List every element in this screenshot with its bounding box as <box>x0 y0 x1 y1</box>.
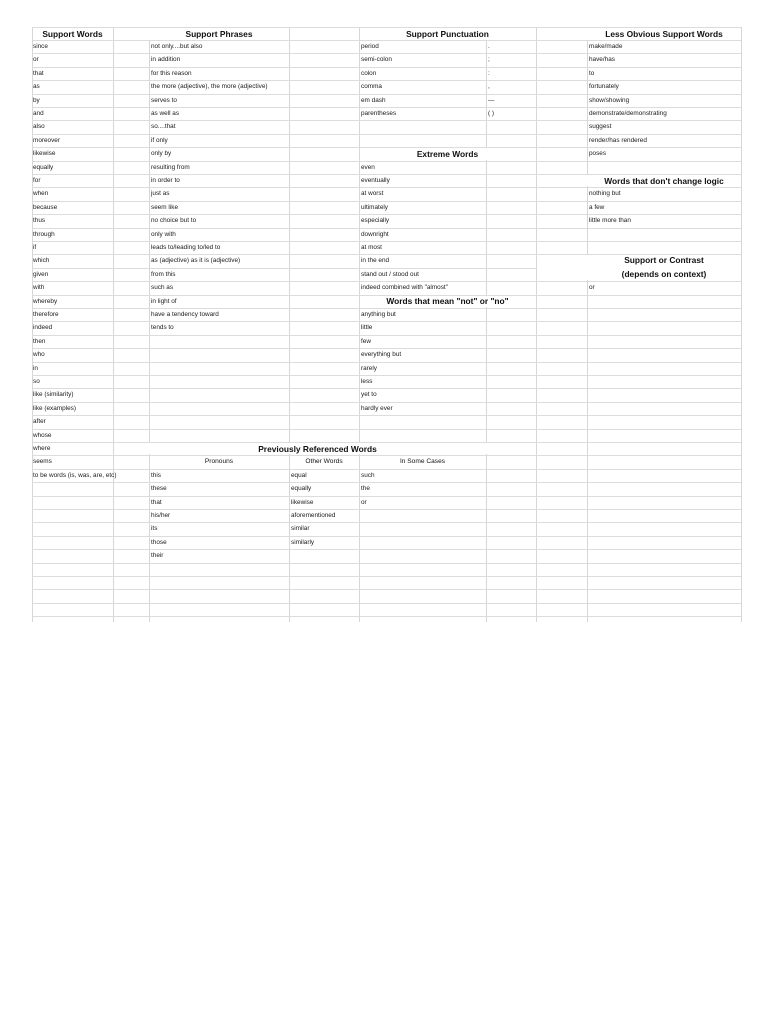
less-obvious-word-cell: have/has <box>589 56 615 64</box>
subheader-pronouns: Pronouns <box>204 458 234 466</box>
in-some-cases-cell: such <box>361 471 375 479</box>
other-word-cell: likewise <box>291 498 314 506</box>
row-divider <box>32 522 741 523</box>
support-phrase-cell: such as <box>151 284 174 292</box>
support-phrase-cell: in addition <box>151 56 181 64</box>
column-divider <box>359 27 360 622</box>
support-word-cell: therefore <box>33 311 59 318</box>
extreme-word-cell: ultimately <box>361 203 388 211</box>
header-extreme-words: Extreme Words <box>416 149 479 160</box>
punctuation-name-cell: parentheses <box>361 110 397 117</box>
less-obvious-word-cell: demonstrate/demonstrating <box>589 110 667 117</box>
support-word-cell: as <box>33 83 40 91</box>
punctuation-name-cell: colon <box>361 69 377 77</box>
support-word-cell: with <box>33 284 45 292</box>
support-phrase-cell: as well as <box>151 110 180 117</box>
support-word-cell: for <box>33 177 41 184</box>
row-divider <box>32 134 741 135</box>
support-word-cell: then <box>33 337 46 345</box>
row-divider <box>32 241 741 242</box>
support-phrase-cell: serves to <box>151 96 177 104</box>
extreme-word-cell: even <box>361 163 375 171</box>
row-divider <box>32 321 741 322</box>
row-divider <box>32 496 741 497</box>
column-divider <box>149 27 150 622</box>
row-divider <box>32 40 741 41</box>
row-divider <box>32 616 741 617</box>
support-word-cell: thus <box>33 217 46 225</box>
less-obvious-word-cell: to <box>589 69 595 77</box>
header-support-phrases: Support Phrases <box>185 29 253 39</box>
less-obvious-word-cell: fortunately <box>589 83 619 91</box>
header-support-words: Support Words <box>42 29 103 39</box>
extreme-word-cell: at most <box>361 244 382 251</box>
header-support-or-contrast: Support or Contrast <box>624 255 704 266</box>
punctuation-mark-cell: — <box>488 96 495 104</box>
support-phrase-cell: from this <box>151 270 176 278</box>
support-phrase-cell: not only....but also <box>151 43 203 50</box>
support-word-cell: and <box>33 110 44 117</box>
no-change-word-cell: a few <box>589 203 605 211</box>
support-phrase-cell: the more (adjective), the more (adjective) <box>151 83 268 91</box>
header-words-no-change-logic: Words that don't change logic <box>604 176 724 186</box>
support-phrase-cell: just as <box>151 190 170 198</box>
support-word-cell: in <box>33 364 38 372</box>
support-phrase-cell: tends to <box>151 324 174 332</box>
support-word-cell: where <box>33 445 51 452</box>
row-divider <box>32 94 741 95</box>
row-divider <box>32 80 741 81</box>
punctuation-mark-cell: , <box>488 83 490 91</box>
support-or-contrast-word-cell: or <box>589 284 595 292</box>
pronoun-cell: these <box>151 485 167 493</box>
row-divider <box>32 469 741 470</box>
punctuation-mark-cell: ; <box>488 56 490 64</box>
extreme-word-cell: indeed combined with "almost" <box>361 284 448 292</box>
row-divider <box>32 536 741 537</box>
header-support-punctuation: Support Punctuation <box>406 29 489 39</box>
in-some-cases-cell: or <box>361 498 367 506</box>
support-phrase-cell: seem like <box>151 203 178 211</box>
support-word-cell: given <box>33 270 49 278</box>
support-word-cell: moreover <box>33 136 60 144</box>
not-no-word-cell: yet to <box>361 391 377 399</box>
pronoun-cell: its <box>151 525 158 533</box>
row-divider <box>32 107 741 108</box>
pronoun-cell: those <box>151 538 167 546</box>
extreme-word-cell: at worst <box>361 190 384 198</box>
header-depends-on-context: (depends on context) <box>621 268 707 279</box>
support-word-cell: which <box>33 257 50 265</box>
less-obvious-word-cell: poses <box>589 150 607 158</box>
support-phrase-cell: have a tendency toward <box>151 311 219 318</box>
pronoun-cell: their <box>151 552 164 560</box>
support-word-cell: likewise <box>33 150 56 158</box>
row-divider <box>32 563 741 564</box>
extreme-word-cell: eventually <box>361 177 390 184</box>
support-phrase-cell: for this reason <box>151 69 192 77</box>
other-word-cell: equally <box>291 485 312 493</box>
support-word-cell: or <box>33 56 39 64</box>
support-word-cell: whereby <box>33 297 58 305</box>
support-word-cell: seems <box>33 458 52 466</box>
punctuation-mark-cell: : <box>488 69 490 77</box>
punctuation-mark-cell: ( ) <box>488 110 495 117</box>
support-phrase-cell: leads to/leading to/led to <box>151 244 221 251</box>
header-less-obvious-support-words: Less Obvious Support Words <box>605 29 723 39</box>
support-word-cell: indeed <box>33 324 53 332</box>
column-divider <box>741 27 742 622</box>
support-word-cell: when <box>33 190 49 198</box>
not-no-word-cell: everything but <box>361 351 402 359</box>
support-phrase-cell: resulting from <box>151 163 190 171</box>
support-word-cell: to be words (is, was, are, etc) <box>33 471 117 479</box>
other-word-cell: aforementioned <box>291 512 336 519</box>
row-divider <box>32 228 741 229</box>
support-word-cell: through <box>33 230 55 238</box>
support-word-cell: like (similarity) <box>33 391 74 399</box>
row-divider <box>32 120 741 121</box>
row-divider <box>32 348 741 349</box>
column-divider <box>289 27 290 622</box>
punctuation-name-cell: comma <box>361 83 382 91</box>
support-phrase-cell: in light of <box>151 297 177 305</box>
extreme-word-cell: downright <box>361 230 389 238</box>
no-change-word-cell: nothing but <box>589 190 621 198</box>
row-divider <box>32 375 741 376</box>
less-obvious-word-cell: show/showing <box>589 96 630 104</box>
support-word-cell: also <box>33 123 45 131</box>
support-word-cell: since <box>33 43 48 50</box>
row-divider <box>32 429 741 430</box>
support-word-cell: so <box>33 378 40 385</box>
row-divider <box>32 388 741 389</box>
support-word-cell: who <box>33 351 45 359</box>
support-phrase-cell: so....that <box>151 123 176 131</box>
column-divider <box>536 27 537 622</box>
subheader-other-words: Other Words <box>305 458 343 466</box>
support-word-cell: equally <box>33 163 54 171</box>
support-word-cell: whose <box>33 431 52 439</box>
less-obvious-word-cell: suggest <box>589 123 612 131</box>
support-phrase-cell: as (adjective) as it is (adjective) <box>151 257 241 265</box>
other-word-cell: similar <box>291 525 310 533</box>
row-divider <box>32 187 741 188</box>
row-divider <box>32 482 741 483</box>
row-divider <box>32 509 741 510</box>
row-divider <box>32 603 741 604</box>
punctuation-name-cell: period <box>361 43 379 50</box>
row-divider <box>32 335 741 336</box>
punctuation-name-cell: semi-colon <box>361 56 392 64</box>
support-word-cell: that <box>33 69 44 77</box>
row-divider <box>32 402 741 403</box>
not-no-word-cell: anything but <box>361 311 396 318</box>
support-word-cell: if <box>33 244 37 251</box>
column-divider <box>587 27 588 622</box>
column-divider <box>113 27 114 622</box>
spreadsheet-grid <box>32 27 741 622</box>
header-previously-referenced-words: Previously Referenced Words <box>258 444 377 454</box>
support-phrase-cell: only with <box>151 230 176 238</box>
support-word-cell: by <box>33 96 40 104</box>
support-word-cell: because <box>33 203 58 211</box>
punctuation-name-cell: em dash <box>361 96 386 104</box>
column-divider <box>486 27 487 622</box>
pronoun-cell: that <box>151 498 162 506</box>
row-divider <box>32 576 741 577</box>
other-word-cell: similarly <box>291 538 315 546</box>
row-divider <box>32 455 741 456</box>
pronoun-cell: this <box>151 471 161 479</box>
subheader-in-some-cases: In Some Cases <box>399 458 446 466</box>
row-divider <box>32 201 741 202</box>
support-phrase-cell: if only <box>151 136 168 144</box>
support-phrase-cell: no choice but to <box>151 217 197 225</box>
row-divider <box>32 362 741 363</box>
header-not-or-no-words: Words that mean "not" or "no" <box>386 295 509 306</box>
row-divider <box>32 308 741 309</box>
not-no-word-cell: hardly ever <box>361 404 393 412</box>
row-divider <box>32 589 741 590</box>
support-word-cell: after <box>33 418 46 426</box>
not-no-word-cell: few <box>361 337 371 345</box>
not-no-word-cell: rarely <box>361 364 377 372</box>
row-divider <box>32 67 741 68</box>
not-no-word-cell: little <box>361 324 373 332</box>
in-some-cases-cell: the <box>361 485 370 493</box>
row-divider <box>32 549 741 550</box>
row-divider <box>32 161 741 162</box>
support-phrase-cell: in order to <box>151 177 180 184</box>
pronoun-cell: his/her <box>151 512 171 519</box>
less-obvious-word-cell: render/has rendered <box>589 136 647 144</box>
row-divider <box>32 415 741 416</box>
other-word-cell: equal <box>291 471 307 479</box>
no-change-word-cell: little more than <box>589 217 631 225</box>
extreme-word-cell: in the end <box>361 257 390 265</box>
punctuation-mark-cell: . <box>488 43 490 50</box>
row-divider <box>32 281 741 282</box>
not-no-word-cell: less <box>361 378 373 385</box>
row-divider <box>32 214 741 215</box>
support-word-cell: like (examples) <box>33 404 76 412</box>
support-phrase-cell: only by <box>151 150 172 158</box>
extreme-word-cell: especially <box>361 217 390 225</box>
extreme-word-cell: stand out / stood out <box>361 270 419 278</box>
less-obvious-word-cell: make/made <box>589 43 623 50</box>
row-divider <box>32 53 741 54</box>
